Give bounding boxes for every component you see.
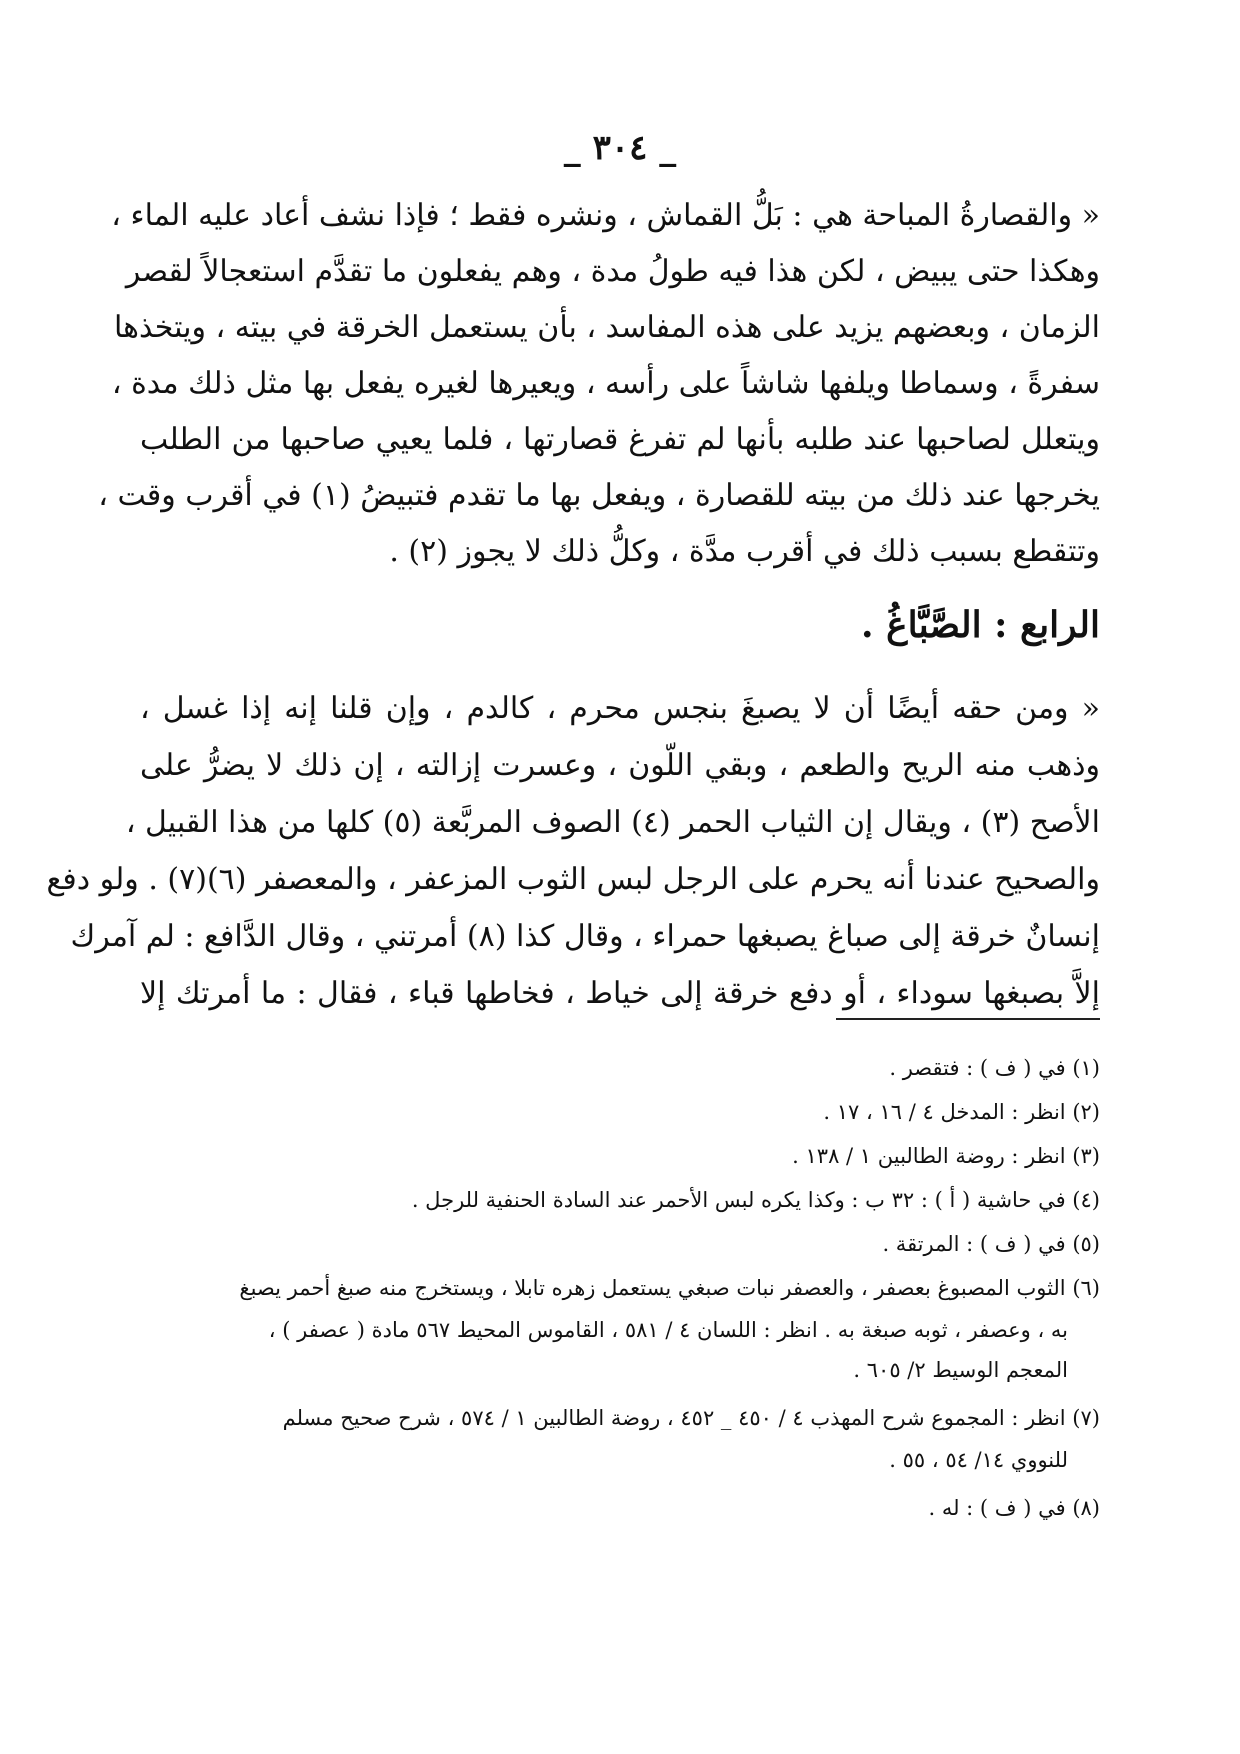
text-line: « ومن حقه أيضًا أن لا يصبغَ بنجس محرم ، كالدم ، وإن قلنا إنه إذا غسل ، bbox=[140, 691, 1100, 726]
footnote-line: (٧) انظر : المجموع شرح المهذب ٤ / ٤٥٠ _ ٤٥٢ ، روضة الطالبين ١ / ٥٧٤ ، شرح صحيح مسلم bbox=[282, 1406, 1100, 1430]
footnote bbox=[140, 1486, 1100, 1530]
footnote-line: (١) في ( ف ) : فتقصر . bbox=[889, 1056, 1100, 1080]
text-line: وذهب منه الريح والطعم ، وبقي اللّون ، وعسرت إزالته ، إن ذلك لا يضرُّ على bbox=[140, 748, 1100, 783]
text-line: الأصح (٣) ، ويقال إن الثياب الحمر (٤) الصوف المربَّعة (٥) كلها من هذا القبيل ، bbox=[125, 805, 1100, 840]
footnote bbox=[140, 1266, 1100, 1390]
footnote bbox=[140, 1090, 1100, 1134]
text-line: إلاَّ بصبغها سوداء ، أو دفع خرقة إلى خياط ، فخاطها قباء ، فقال : ما أمرتك إلا bbox=[140, 976, 1100, 1011]
footnote-line: (٣) انظر : روضة الطالبين ١ / ١٣٨ . bbox=[792, 1144, 1100, 1168]
text-line: والصحيح عندنا أنه يحرم على الرجل لبس الثوب المزعفر ، والمعصفر (٦)(٧) . ولو دفع bbox=[46, 862, 1100, 897]
footnote-line: (٦) الثوب المصبوغ بعصفر ، والعصفر نبات صبغي يستعمل زهره تابلا ، ويستخرج منه صبغ أحمر يصبغ bbox=[239, 1276, 1100, 1300]
text-line: ويتعلل لصاحبها عند طلبه بأنها لم تفرغ قصارتها ، فلما يعيي صاحبها من الطلب bbox=[140, 422, 1100, 457]
section-heading: الرابع : الصَّبَّاغُ . bbox=[861, 604, 1100, 646]
footnote-line: (٤) في حاشية ( أ ) : ٣٢ ب : وكذا يكره لبس الأحمر عند السادة الحنفية للرجل . bbox=[411, 1188, 1100, 1212]
text-line: سفرةً ، وسماطا ويلفها شاشاً على رأسه ، ويعيرها لغيره يفعل بها مثل ذلك مدة ، bbox=[111, 366, 1100, 401]
footnote-divider bbox=[836, 1018, 1100, 1020]
page-number: _ ٣٠٤ _ bbox=[563, 128, 677, 168]
footnote bbox=[140, 1134, 1100, 1178]
footnote-line: المعجم الوسيط ٢/ ٦٠٥ . bbox=[853, 1358, 1068, 1382]
text-line: الزمان ، وبعضهم يزيد على هذه المفاسد ، بأن يستعمل الخرقة في بيته ، ويتخذها bbox=[114, 310, 1100, 345]
footnote bbox=[140, 1046, 1100, 1090]
paragraph-sabbagh bbox=[46, 680, 1100, 1022]
text-line: يخرجها عند ذلك من بيته للقصارة ، ويفعل بها ما تقدم فتبيضُ (١) في أقرب وقت ، bbox=[98, 478, 1100, 513]
text-line: « والقصارةُ المباحة هي : بَلُّ القماش ، ونشره فقط ؛ فإذا نشف أعاد عليه الماء ، bbox=[111, 198, 1100, 233]
text-line: وهكذا حتى يبيض ، لكن هذا فيه طولُ مدة ، وهم يفعلون ما تقدَّم استعجالاً لقصر bbox=[125, 254, 1100, 289]
footnote bbox=[140, 1396, 1100, 1480]
footnotes bbox=[140, 1046, 1100, 1530]
footnote-line: به ، وعصفر ، ثوبه صبغة به . انظر : اللسان ٤ / ٥٨١ ، القاموس المحيط ٥٦٧ مادة ( عصفر ) ، bbox=[268, 1318, 1068, 1342]
footnote bbox=[140, 1222, 1100, 1266]
footnote-line: (٨) في ( ف ) : له . bbox=[928, 1496, 1100, 1520]
text-line: وتتقطع بسبب ذلك في أقرب مدَّة ، وكلُّ ذلك لا يجوز (٢) . bbox=[389, 534, 1100, 569]
text-line: إنسانٌ خرقة إلى صباغ يصبغها حمراء ، وقال كذا (٨) أمرتني ، وقال الدَّافع : لم آمرك bbox=[70, 919, 1100, 954]
footnote-line: للنووي ١٤/ ٥٤ ، ٥٥ . bbox=[889, 1448, 1068, 1472]
footnote bbox=[140, 1178, 1100, 1222]
footnote-line: (٢) انظر : المدخل ٤ / ١٦ ، ١٧ . bbox=[823, 1100, 1100, 1124]
paragraph-qassara bbox=[98, 188, 1100, 580]
footnote-line: (٥) في ( ف ) : المرتقة . bbox=[882, 1232, 1100, 1256]
